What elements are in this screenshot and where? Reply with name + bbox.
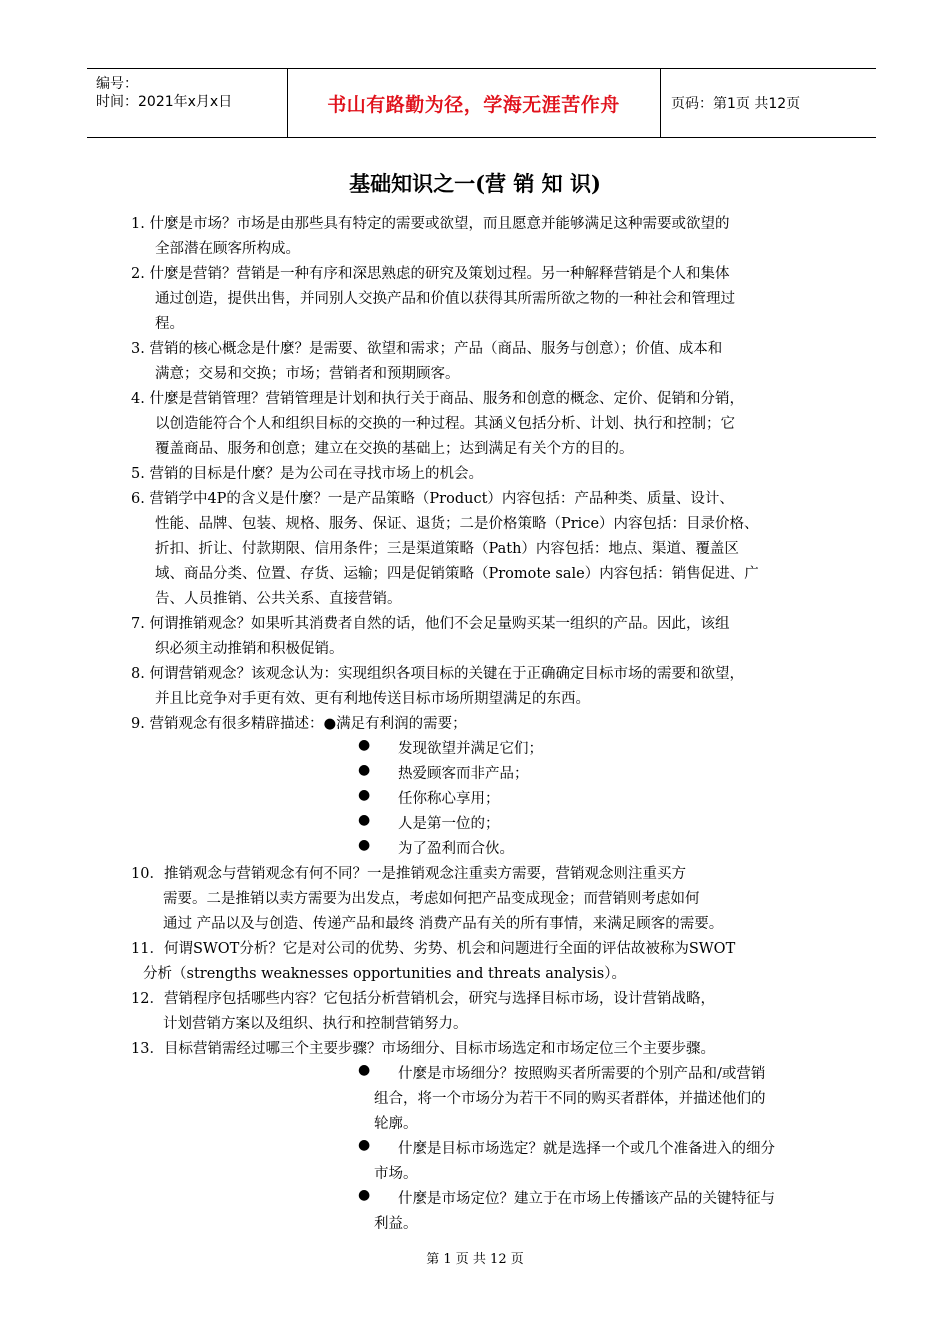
page-label: 页码：第1页 共12页: [671, 96, 801, 112]
text-line: 满意；交易和交换；市场；营销者和预期顾客。: [155, 366, 460, 382]
text-line: 3. 营销的核心概念是什麼？是需要、欲望和需求；产品（商品、服务与创意）；价值、成本和: [131, 341, 723, 357]
bullet-icon: ●: [358, 737, 371, 753]
bullet-item: 什麼是目标市场选定？就是选择一个或几个准备进入的细分: [398, 1141, 775, 1157]
text-line: 程。: [155, 316, 184, 332]
text-line: 需要。二是推销以卖方需要为出发点，考虑如何把产品变成现金；而营销则考虑如何: [163, 891, 700, 907]
text-line: 1. 什麼是市场？市场是由那些具有特定的需要或欲望，而且愿意并能够满足这种需要或欲望的: [131, 216, 730, 232]
bullet-item: 什麼是市场细分？按照购买者所需要的个别产品和/或营销: [398, 1066, 766, 1082]
page-footer: 第 1 页 共 12 页: [426, 1252, 524, 1267]
text-line: 全部潜在顾客所构成。: [155, 241, 300, 257]
bullet-icon: ●: [358, 837, 371, 853]
text-line: 计划营销方案以及组织、执行和控制营销努力。: [163, 1016, 468, 1032]
text-line: 7. 何谓推销观念？如果听其消费者自然的话，他们不会足量购买某一组织的产品。因此，该组: [131, 616, 730, 632]
bullet-icon: ●: [358, 762, 371, 778]
text-line: 覆盖商品、服务和创意；建立在交换的基础上；达到满足有关个方的目的。: [155, 441, 634, 457]
text-line: 性能、品牌、包装、规格、服务、保证、退货；二是价格策略（Price）内容包括：目录价格、: [155, 516, 759, 532]
text-line: 9. 营销观念有很多精辟描述：●满足有利润的需要；: [131, 716, 467, 732]
bullet-icon: ●: [358, 787, 371, 803]
text-line: 6. 营销学中4P的含义是什麼？一是产品策略（Product）内容包括：产品种类、质量、设计、: [131, 491, 734, 507]
text-line: 12．营销程序包括哪些内容？它包括分析营销机会，研究与选择目标市场，设计营销战略，: [131, 991, 715, 1007]
text-line: 10．推销观念与营销观念有何不同？一是推销观念注重卖方需要，营销观念则注重买方: [131, 866, 686, 882]
bullet-item: 热爱顾客而非产品；: [398, 766, 529, 782]
header-page-cell: [661, 69, 876, 137]
bullet-icon: ●: [358, 812, 371, 828]
page-header: [87, 68, 876, 138]
text-line: 分析（strengths weaknesses opportunities and threats analysis）。: [143, 966, 626, 982]
text-line: 5. 营销的目标是什麼？是为公司在寻找市场上的机会。: [131, 466, 483, 482]
bullet-item-cont: 轮廓。: [374, 1116, 418, 1132]
text-line: 折扣、折让、付款期限、信用条件；三是渠道策略（Path）内容包括：地点、渠道、覆盖区: [155, 541, 739, 557]
text-line: 并且比竞争对手更有效、更有利地传送目标市场所期望满足的东西。: [155, 691, 590, 707]
text-line: 通过创造，提供出售，并同别人交换产品和价值以获得其所需所欲之物的一种社会和管理过: [155, 291, 735, 307]
bullet-item-cont: 市场。: [374, 1166, 418, 1182]
bullet-item: 任你称心享用；: [398, 791, 500, 807]
bullet-item: 发现欲望并满足它们；: [398, 741, 543, 757]
text-line: 域、商品分类、位置、存货、运输；四是促销策略（Promote sale）内容包括：销售促进、广: [155, 566, 759, 582]
header-motto-cell: [287, 69, 661, 137]
bullet-icon: ●: [358, 1062, 371, 1078]
number-label: 编号：: [96, 76, 138, 92]
motto: 书山有路勤为径，学海无涯苦作舟: [327, 93, 620, 116]
document-title: 基础知识之一(营 销 知 识): [349, 171, 601, 196]
header-meta: [87, 69, 288, 137]
bullet-item: 人是第一位的；: [398, 816, 500, 832]
bullet-item: 为了盈利而合伙。: [398, 841, 514, 857]
time-label: 时间：2021年x月x日: [96, 94, 233, 110]
text-line: 织必须主动推销和积极促销。: [155, 641, 344, 657]
text-line: 4. 什麼是营销管理？营销管理是计划和执行关于商品、服务和创意的概念、定价、促销和分销，: [131, 391, 744, 407]
text-line: 告、人员推销、公共关系、直接营销。: [155, 591, 402, 607]
bullet-item-cont: 利益。: [374, 1216, 418, 1232]
text-line: 13．目标营销需经过哪三个主要步骤？市场细分、目标市场选定和市场定位三个主要步骤。: [131, 1041, 715, 1057]
bullet-item: 什麼是市场定位？建立于在市场上传播该产品的关键特征与: [398, 1191, 775, 1207]
bullet-icon: ●: [358, 1137, 371, 1153]
text-line: 通过 产品以及与创造、传递产品和最终 消费产品有关的所有事情，来满足顾客的需要。: [163, 916, 724, 932]
bullet-icon: ●: [358, 1187, 371, 1203]
text-line: 2. 什麼是营销？营销是一种有序和深思熟虑的研究及策划过程。另一种解释营销是个人和集体: [131, 266, 730, 282]
bullet-item-cont: 组合，将一个市场分为若干不同的购买者群体，并描述他们的: [374, 1091, 766, 1107]
text-line: 11．何谓SWOT分析？它是对公司的优势、劣势、机会和问题进行全面的评估故被称为SWOT: [131, 941, 736, 957]
text-line: 8. 何谓营销观念？该观念认为：实现组织各项目标的关键在于正确确定目标市场的需要和欲望，: [131, 666, 744, 682]
text-line: 以创造能符合个人和组织目标的交换的一种过程。其涵义包括分析、计划、执行和控制；它: [155, 416, 735, 432]
